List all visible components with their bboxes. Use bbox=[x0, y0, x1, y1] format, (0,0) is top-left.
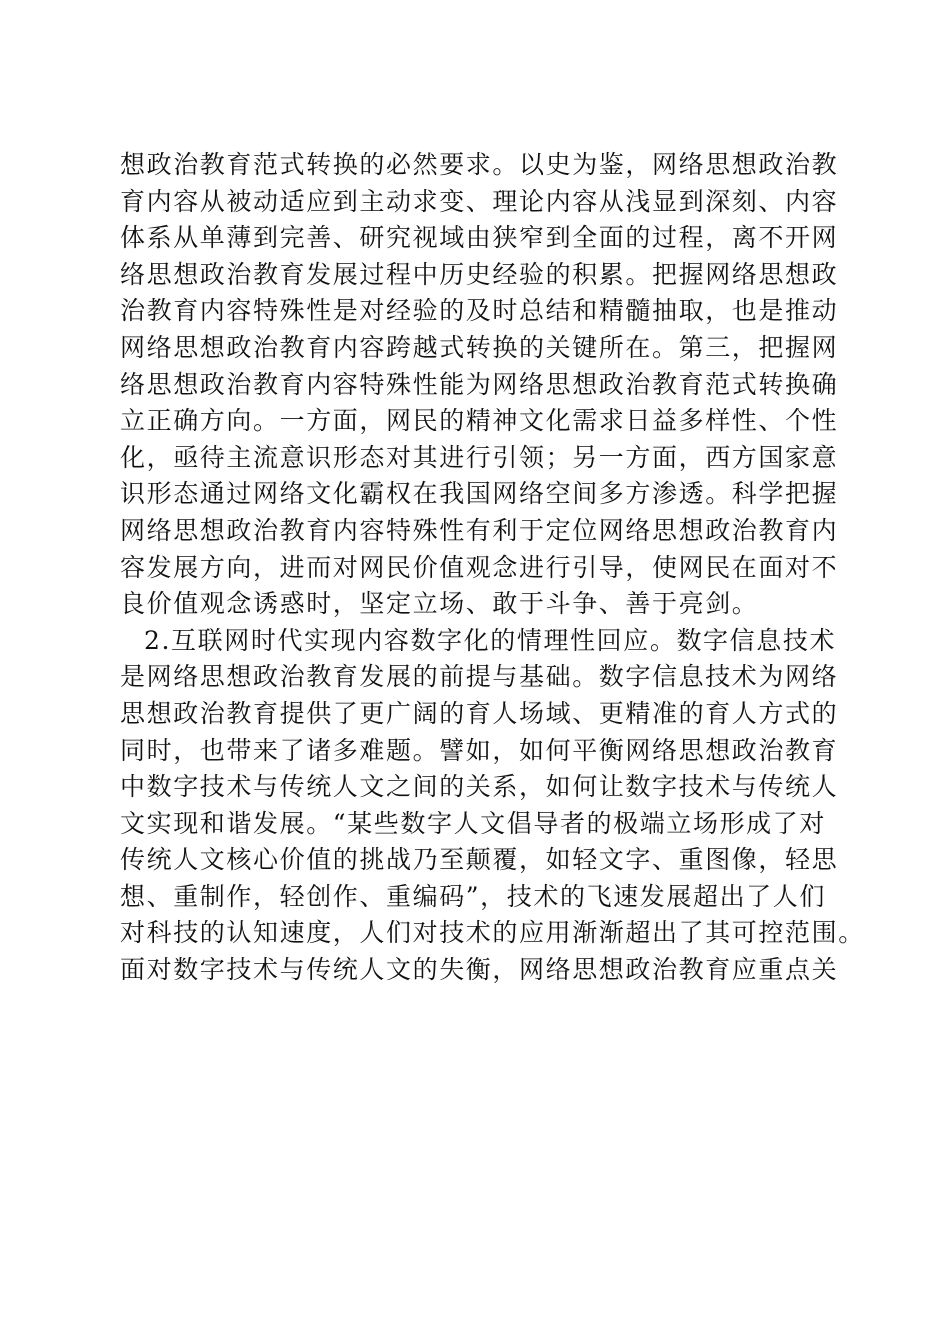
text-line: 是网络思想政治教育发展的前提与基础。数字信息技术为网络 bbox=[120, 662, 839, 692]
text-line: 络思想政治教育内容特殊性能为网络思想政治教育范式转换确 bbox=[120, 369, 839, 399]
text-line: 络思想政治教育发展过程中历史经验的积累。把握网络思想政 bbox=[120, 259, 839, 289]
text-line: 传统人文核心价值的挑战乃至颠覆，如轻文字、重图像，轻思 bbox=[120, 845, 839, 875]
text-line: 识形态通过网络文化霸权在我国网络空间多方渗透。科学把握 bbox=[120, 479, 839, 509]
text-line: 同时，也带来了诸多难题。譬如，如何平衡网络思想政治教育 bbox=[120, 735, 839, 765]
paragraph-start-line: 2.互联网时代实现内容数字化的情理性回应。数字信息技术 bbox=[144, 625, 837, 655]
text-line: 化，亟待主流意识形态对其进行引领；另一方面，西方国家意 bbox=[120, 442, 839, 472]
text-line: 立正确方向。一方面，网民的精神文化需求日益多样性、个性 bbox=[120, 406, 839, 436]
text-line: 良价值观念诱惑时，坚定立场、敢于斗争、善于亮剑。 bbox=[120, 589, 759, 619]
text-line: 想、重制作，轻创作、重编码”，技术的飞速发展超出了人们 bbox=[120, 881, 826, 911]
text-line: 中数字技术与传统人文之间的关系，如何让数字技术与传统人 bbox=[120, 772, 839, 802]
text-line: 容发展方向，进而对网民价值观念进行引导，使网民在面对不 bbox=[120, 552, 839, 582]
text-line: 育内容从被动适应到主动求变、理论内容从浅显到深刻、内容 bbox=[120, 186, 839, 216]
text-line: 网络思想政治教育内容特殊性有利于定位网络思想政治教育内 bbox=[120, 515, 839, 545]
text-line: 网络思想政治教育内容跨越式转换的关键所在。第三，把握网 bbox=[120, 332, 839, 362]
text-line: 治教育内容特殊性是对经验的及时总结和精髓抽取，也是推动 bbox=[120, 296, 839, 326]
text-line: 体系从单薄到完善、研究视域由狭窄到全面的过程，离不开网 bbox=[120, 223, 839, 253]
text-line: 思想政治教育提供了更广阔的育人场域、更精准的育人方式的 bbox=[120, 698, 839, 728]
text-line: 文实现和谐发展。“某些数字人文倡导者的极端立场形成了对 bbox=[120, 808, 826, 838]
text-line: 想政治教育范式转换的必然要求。以史为鉴，网络思想政治教 bbox=[120, 150, 839, 179]
body-text bbox=[120, 147, 865, 989]
text-line: 对科技的认知速度，人们对技术的应用渐渐超出了其可控范围。 bbox=[120, 918, 865, 948]
text-line: 面对数字技术与传统人文的失衡，网络思想政治教育应重点关 bbox=[120, 955, 839, 985]
